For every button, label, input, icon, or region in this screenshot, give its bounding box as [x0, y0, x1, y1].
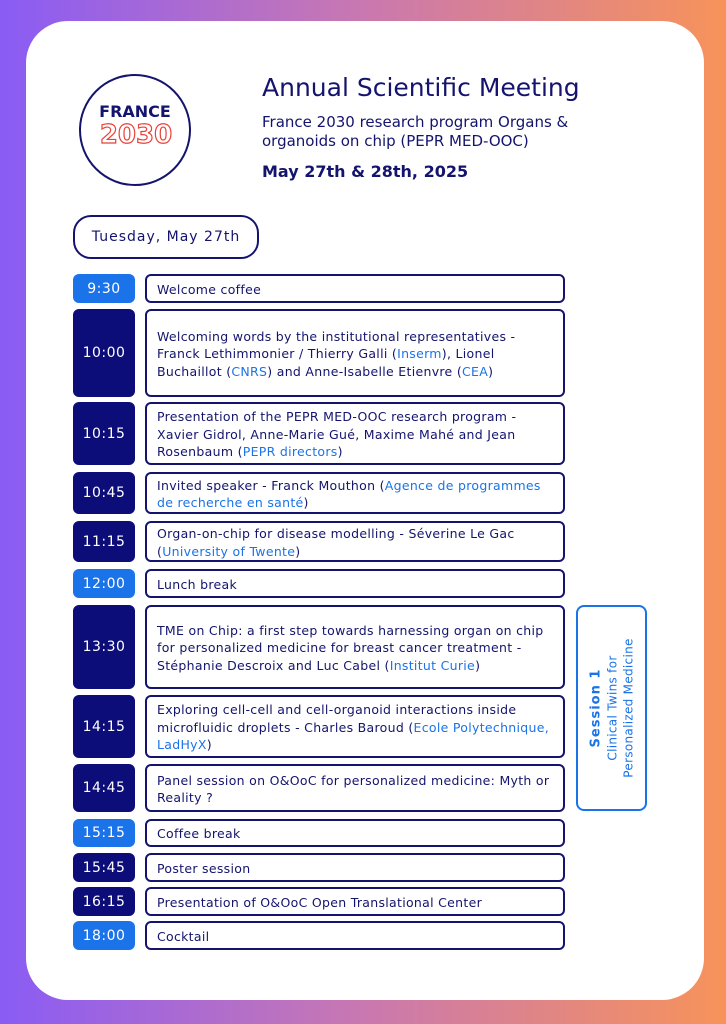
france-2030-logo [78, 73, 192, 187]
time-badge: 10:00 [73, 309, 135, 397]
item-title: Lunch break [157, 576, 238, 592]
schedule-item [145, 521, 565, 562]
time-badge: 9:30 [73, 274, 135, 303]
schedule-item [145, 695, 565, 758]
item-title: Coffee break [157, 826, 241, 842]
item-org: University of Twente [162, 543, 296, 559]
logo-text-top: FRANCE [99, 102, 171, 121]
time-badge: 10:15 [73, 402, 135, 465]
schedule-row [73, 569, 565, 598]
item-org: Ecole Polytechnique, LadHyX [157, 719, 550, 753]
schedule-row [73, 521, 565, 562]
schedule-row [73, 309, 565, 397]
schedule-item [145, 921, 565, 950]
time-badge: 13:30 [73, 605, 135, 689]
schedule-item [145, 402, 565, 465]
item-org: Institut Curie [389, 657, 476, 673]
schedule-row [73, 921, 565, 950]
item-speakers: - Xavier Gidrol, Anne-Marie Gué, Maxime Mahé and Jean Rosenbaum ( [157, 409, 517, 460]
session-subtitle-line2: Personalized Medicine [621, 638, 635, 778]
page-subtitle: France 2030 research program Organs & organoids on chip (PEPR MED-OOC) [262, 113, 569, 150]
time-badge: 15:15 [73, 819, 135, 847]
schedule-row [73, 887, 565, 916]
schedule-row [73, 472, 565, 514]
item-title: TME on Chip: a first step towards harnessing organ on chip for personalized medicine for breast cancer treatment [157, 622, 544, 656]
schedule-item [145, 764, 565, 812]
item-speakers: ) and Anne-Isabelle Etienvre ( [267, 363, 462, 379]
item-speakers: ) [488, 363, 494, 379]
schedule-row [73, 764, 565, 812]
item-title: Exploring cell-cell and cell-organoid interactions inside microfluidic droplets [157, 702, 517, 735]
schedule-item [145, 569, 565, 598]
item-org: Agence de programmes de recherche en santé [157, 477, 541, 510]
time-badge: 14:15 [73, 695, 135, 758]
item-title: Invited speaker [157, 477, 258, 493]
schedule-item [145, 605, 565, 689]
time-badge: 10:45 [73, 472, 135, 514]
schedule-item [145, 472, 565, 514]
item-org: CNRS [231, 363, 268, 379]
schedule-row [73, 605, 565, 689]
time-badge: 14:45 [73, 764, 135, 812]
schedule-row [73, 819, 565, 847]
item-title: Welcome coffee [157, 281, 262, 297]
time-badge: 12:00 [73, 569, 135, 598]
logo-text-bottom: 2030 [99, 120, 173, 150]
time-badge: 11:15 [73, 521, 135, 562]
item-speakers: - Franck Mouthon ( [257, 477, 385, 493]
item-title: Panel session on O&OoC for personalized medicine: Myth or Reality ? [157, 772, 550, 805]
item-org: PEPR directors [242, 444, 338, 460]
schedule-item [145, 887, 565, 916]
schedule-item [145, 274, 565, 303]
schedule-item [145, 309, 565, 397]
item-title: Welcoming words by the institutional representatives [157, 328, 507, 344]
item-title: Poster session [157, 860, 251, 876]
event-date: May 27th & 28th, 2025 [262, 162, 469, 181]
item-speakers: - Charles Baroud ( [290, 719, 414, 735]
item-speakers: - Franck Lethimmonier / Thierry Galli ( [157, 328, 516, 362]
item-speakers: ) [475, 657, 481, 673]
schedule-row [73, 274, 565, 303]
item-title: Presentation of O&OoC Open Translational Center [157, 894, 483, 910]
item-org: CEA [462, 363, 489, 379]
session-subtitle-line1: Clinical Twins for [605, 655, 619, 761]
page-title: Annual Scientific Meeting [262, 73, 580, 102]
schedule-row [73, 402, 565, 465]
item-speakers: ) [303, 495, 309, 510]
item-title: Presentation of the PEPR MED-OOC research program [157, 409, 508, 425]
schedule-item [145, 819, 565, 847]
session-title: Session 1 [588, 668, 603, 748]
item-speakers: - Stéphanie Descroix and Luc Cabel ( [157, 640, 522, 673]
time-badge: 15:45 [73, 853, 135, 882]
item-speakers: ) [295, 543, 301, 559]
session-label [587, 608, 636, 808]
item-speakers: ) [206, 737, 212, 753]
schedule-item [145, 853, 565, 882]
item-org: Inserm [397, 346, 442, 362]
item-speakers: ) [337, 444, 343, 460]
day-label: Tuesday, May 27th [73, 215, 259, 259]
schedule-row [73, 695, 565, 758]
session-box [576, 605, 647, 811]
time-badge: 18:00 [73, 921, 135, 950]
item-title: Cocktail [157, 928, 210, 944]
schedule-row [73, 853, 565, 882]
time-badge: 16:15 [73, 887, 135, 916]
item-title: Organ-on-chip for disease modelling [157, 526, 396, 541]
item-speakers: - Séverine Le Gac ( [157, 526, 515, 559]
item-speakers: ), Lionel Buchaillot ( [157, 346, 495, 379]
